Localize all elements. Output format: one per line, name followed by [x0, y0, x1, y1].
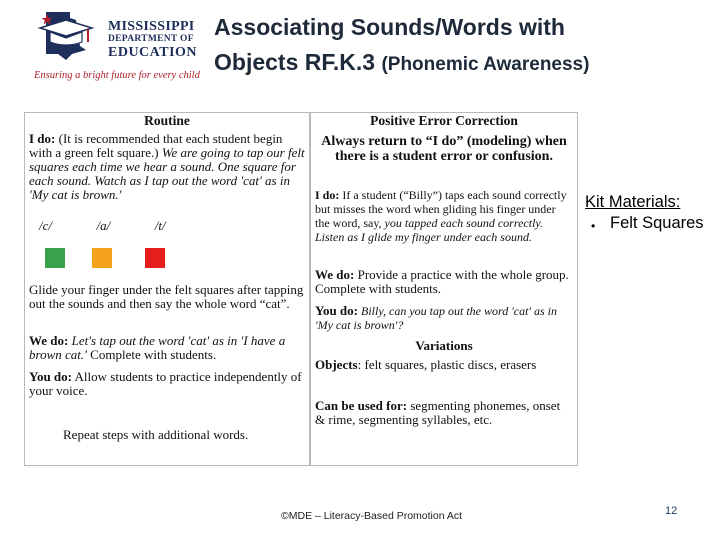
pec-variations-header: Variations — [415, 338, 473, 353]
org-name-line1: MISSISSIPPI — [108, 19, 195, 34]
pec-can-be-used-text: segmenting phonemes, onset & rime, segmenting syllables, etc. — [315, 398, 561, 427]
pec-you-do — [315, 304, 573, 332]
pec-i-do-italic: you tapped each sound correctly. Listen as I glide my finger under each sound. — [315, 216, 544, 244]
pec-you-do-italic: Billy, can you tap out the word 'cat' as in 'My cat is brown'? — [315, 304, 558, 332]
pec-objects-text: : felt squares, plastic discs, erasers — [357, 357, 537, 372]
phoneme: /t/ — [154, 218, 166, 233]
green-felt-square — [45, 248, 65, 268]
pec-always-return: Always return to “I do” (modeling) when there is a student error or confusion. — [321, 134, 567, 164]
routine-i-do — [29, 132, 305, 202]
pec-objects — [315, 358, 573, 372]
mde-logo — [32, 6, 204, 86]
kit-materials-header: Kit Materials: — [585, 193, 681, 211]
title-line2 — [214, 45, 589, 82]
routine-header: Routine — [144, 113, 190, 128]
routine-you-do-text: Allow students to practice independently of your voice. — [29, 369, 302, 398]
pec-we-do-label: We do: — [315, 267, 355, 282]
pec-i-do — [315, 188, 573, 244]
routine-we-do — [29, 334, 305, 362]
kit-materials — [585, 192, 704, 233]
routine-i-do-label: I do: — [29, 131, 56, 146]
routine-you-do — [29, 370, 305, 398]
routine-panel — [24, 112, 310, 466]
pec-you-do-label: You do: — [315, 303, 358, 318]
org-name-line2: DEPARTMENT OF — [108, 34, 194, 44]
routine-we-do-label: We do: — [29, 333, 69, 348]
routine-we-do-text: Complete with students. — [90, 347, 217, 362]
pec-can-be-used — [315, 399, 573, 427]
pec-i-do-label: I do: — [315, 188, 340, 202]
slide-title — [214, 10, 589, 82]
title-line2-main: Objects RF.K.3 — [214, 49, 376, 75]
org-name — [108, 20, 197, 59]
pec-i-do-text: If a student (“Billy”) taps each sound correctly but misses the word when gliding his finger under the word, say, — [315, 188, 567, 230]
title-line2-sub: (Phonemic Awareness) — [381, 54, 590, 75]
bullet-icon: • — [591, 219, 596, 233]
pec-objects-label: Objects — [315, 357, 358, 372]
routine-i-do-italic: We are going to tap our felt squares each time we hear a sound. One square for each sound. Watch as I tap out the word 'cat' as in 'My cat is brown.' — [29, 145, 305, 202]
pec-header: Positive Error Correction — [370, 113, 518, 128]
phoneme: /c/ — [39, 218, 52, 233]
phoneme-row — [39, 219, 305, 233]
routine-i-do-text: (It is recommended that each student begin with a green felt square.) — [29, 131, 283, 160]
kit-item: Felt Squares — [610, 214, 704, 232]
page-number: 12 — [665, 505, 678, 517]
org-name-line3: EDUCATION — [108, 45, 198, 60]
red-felt-square — [145, 248, 165, 268]
routine-you-do-label: You do: — [29, 369, 72, 384]
mississippi-state-cap-icon — [36, 10, 96, 62]
pec-can-be-used-label: Can be used for: — [315, 398, 408, 413]
routine-glide-text: Glide your finger under the felt squares after tapping out the sounds and then say the whole word “cat”. — [29, 282, 304, 311]
title-line1: Associating Sounds/Words with — [214, 14, 565, 40]
pec-we-do — [315, 268, 573, 296]
error-correction-panel — [310, 112, 578, 466]
routine-repeat-text: Repeat steps with additional words. — [63, 427, 249, 442]
routine-we-do-italic: Let's tap out the word 'cat' as in 'I have a brown cat.' — [29, 333, 286, 362]
pec-we-do-text: Provide a practice with the whole group. Complete with students. — [315, 267, 569, 296]
phoneme: /a/ — [96, 218, 111, 233]
orange-felt-square — [92, 248, 112, 268]
footer-copyright: ©MDE – Literacy-Based Promotion Act — [281, 510, 463, 522]
logo-tagline: Ensuring a bright future for every child — [34, 70, 200, 81]
